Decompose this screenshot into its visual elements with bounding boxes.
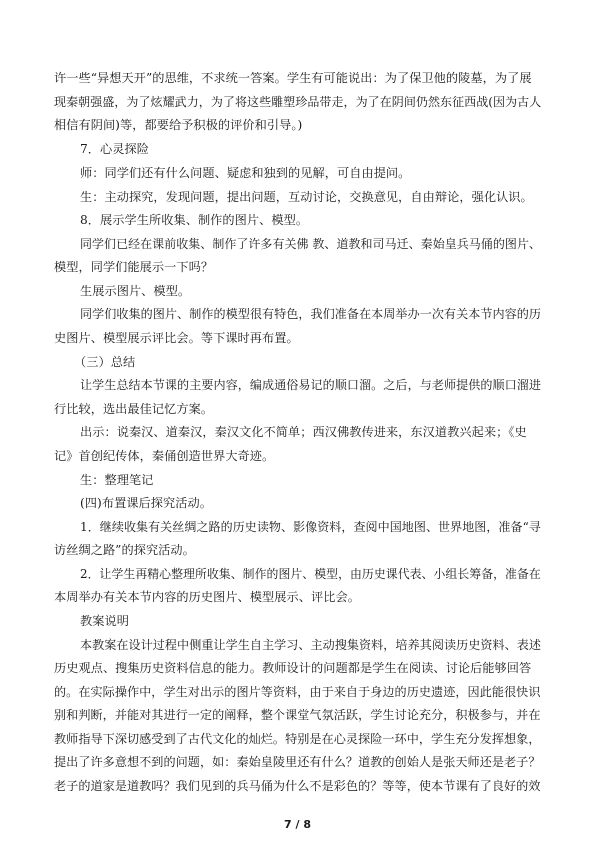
text-line: 本周举办有关本节内容的历史图片、模型展示、评比会。 (54, 590, 360, 604)
text-line: 史图片、模型展示评比会。等下课时再布置。 (54, 331, 299, 345)
text-line: 生：主动探究，发现问题，提出问题，互动讨论，交换意见，自由辩论，强化认识。 (80, 190, 533, 204)
text-line: 访丝绸之路”的探究活动。 (54, 543, 195, 557)
text-line: 师：同学们还有什么问题、疑虑和独到的见解，可自由提问。 (80, 166, 411, 180)
text-line: 现秦朝强盛，为了炫耀武力，为了将这些雕塑珍品带走，为了在阴间仍然东征西战(因为古人 (54, 95, 542, 109)
text-line: 本教案在设计过程中侧重让学生自主学习、主动搜集资料，培养其阅读历史资料、表述 (80, 638, 542, 652)
text-line: 出示：说秦汉、道秦汉，秦汉文化不简单；西汉佛教传进来，东汉道教兴起来；《史 (80, 425, 527, 439)
text-line: 2．让学生再精心整理所收集、制作的图片、模型，由历史课代表、小组长筹备，准备在 (80, 567, 541, 581)
text-line: 相信有阴间)等，都要给予积极的评价和引导。) (54, 118, 303, 132)
text-line: 记》首创纪传体，秦俑创造世界大奇迹。 (54, 449, 275, 463)
section-heading: （三）总结 (74, 355, 136, 369)
section-heading: 教案说明 (80, 614, 129, 628)
text-line: 模型，同学们能展示一下吗？ (54, 260, 214, 274)
text-line: 让学生总结本节课的主要内容，编成通俗易记的顺口溜。之后，与老师提供的顺口溜进 (80, 378, 542, 392)
text-line: 的。在实际操作中，学生对出示的图片等资料，由于来自于身边的历史遗迹，因此能很快识 (54, 685, 541, 699)
section-heading: 8．展示学生所收集、制作的图片、模型。 (80, 213, 309, 227)
section-heading: 7．心灵探险 (80, 142, 149, 156)
text-line: 教师指导下深切感受到了古代文化的灿烂。特别是在心灵探险一环中，学生充分发挥想象， (54, 732, 541, 746)
text-line: 同学们已经在课前收集、制作了许多有关佛 教、道教和司马迁、秦始皇兵马俑的图片、 (80, 237, 541, 251)
text-line: 同学们收集的图片、制作的模型很有特色，我们准备在本周举办一次有关本节内容的历 (80, 307, 542, 321)
text-line: 提出了许多意想不到的问题，如：秦始皇陵里还有什么？道教的创始人是张天师还是老子？ (54, 755, 541, 769)
text-line: 别和判断，并能对其进行一定的阐释，整个课堂气氛活跃，学生讨论充分，积极参与，并在 (54, 708, 541, 722)
text-line: 老子的道家是道教吗？我们见到的兵马俑为什么不是彩色的？等等，使本节课有了良好的效 (54, 779, 541, 793)
text-line: 1．继续收集有关丝绸之路的历史读物、影像资料，查阅中国地图、世界地图，准备“寻 (80, 520, 541, 534)
text-line: 行比较，选出最佳记忆方案。 (54, 402, 214, 416)
text-line: 生展示图片、模型。 (80, 284, 191, 298)
section-heading: (四)布置课后探究活动。 (80, 496, 212, 510)
text-line: 历史观点、搜集历史资料信息的能力。教师设计的问题都是学生在阅读、讨论后能够回答 (54, 661, 532, 675)
text-line: 许一些“异想天开”的思维，不求统一答案。学生有可能说出：为了保卫他的陵墓，为了展 (54, 71, 532, 85)
text-line: 生：整理笔记 (80, 473, 154, 487)
page-number: 7 / 8 (284, 818, 311, 831)
